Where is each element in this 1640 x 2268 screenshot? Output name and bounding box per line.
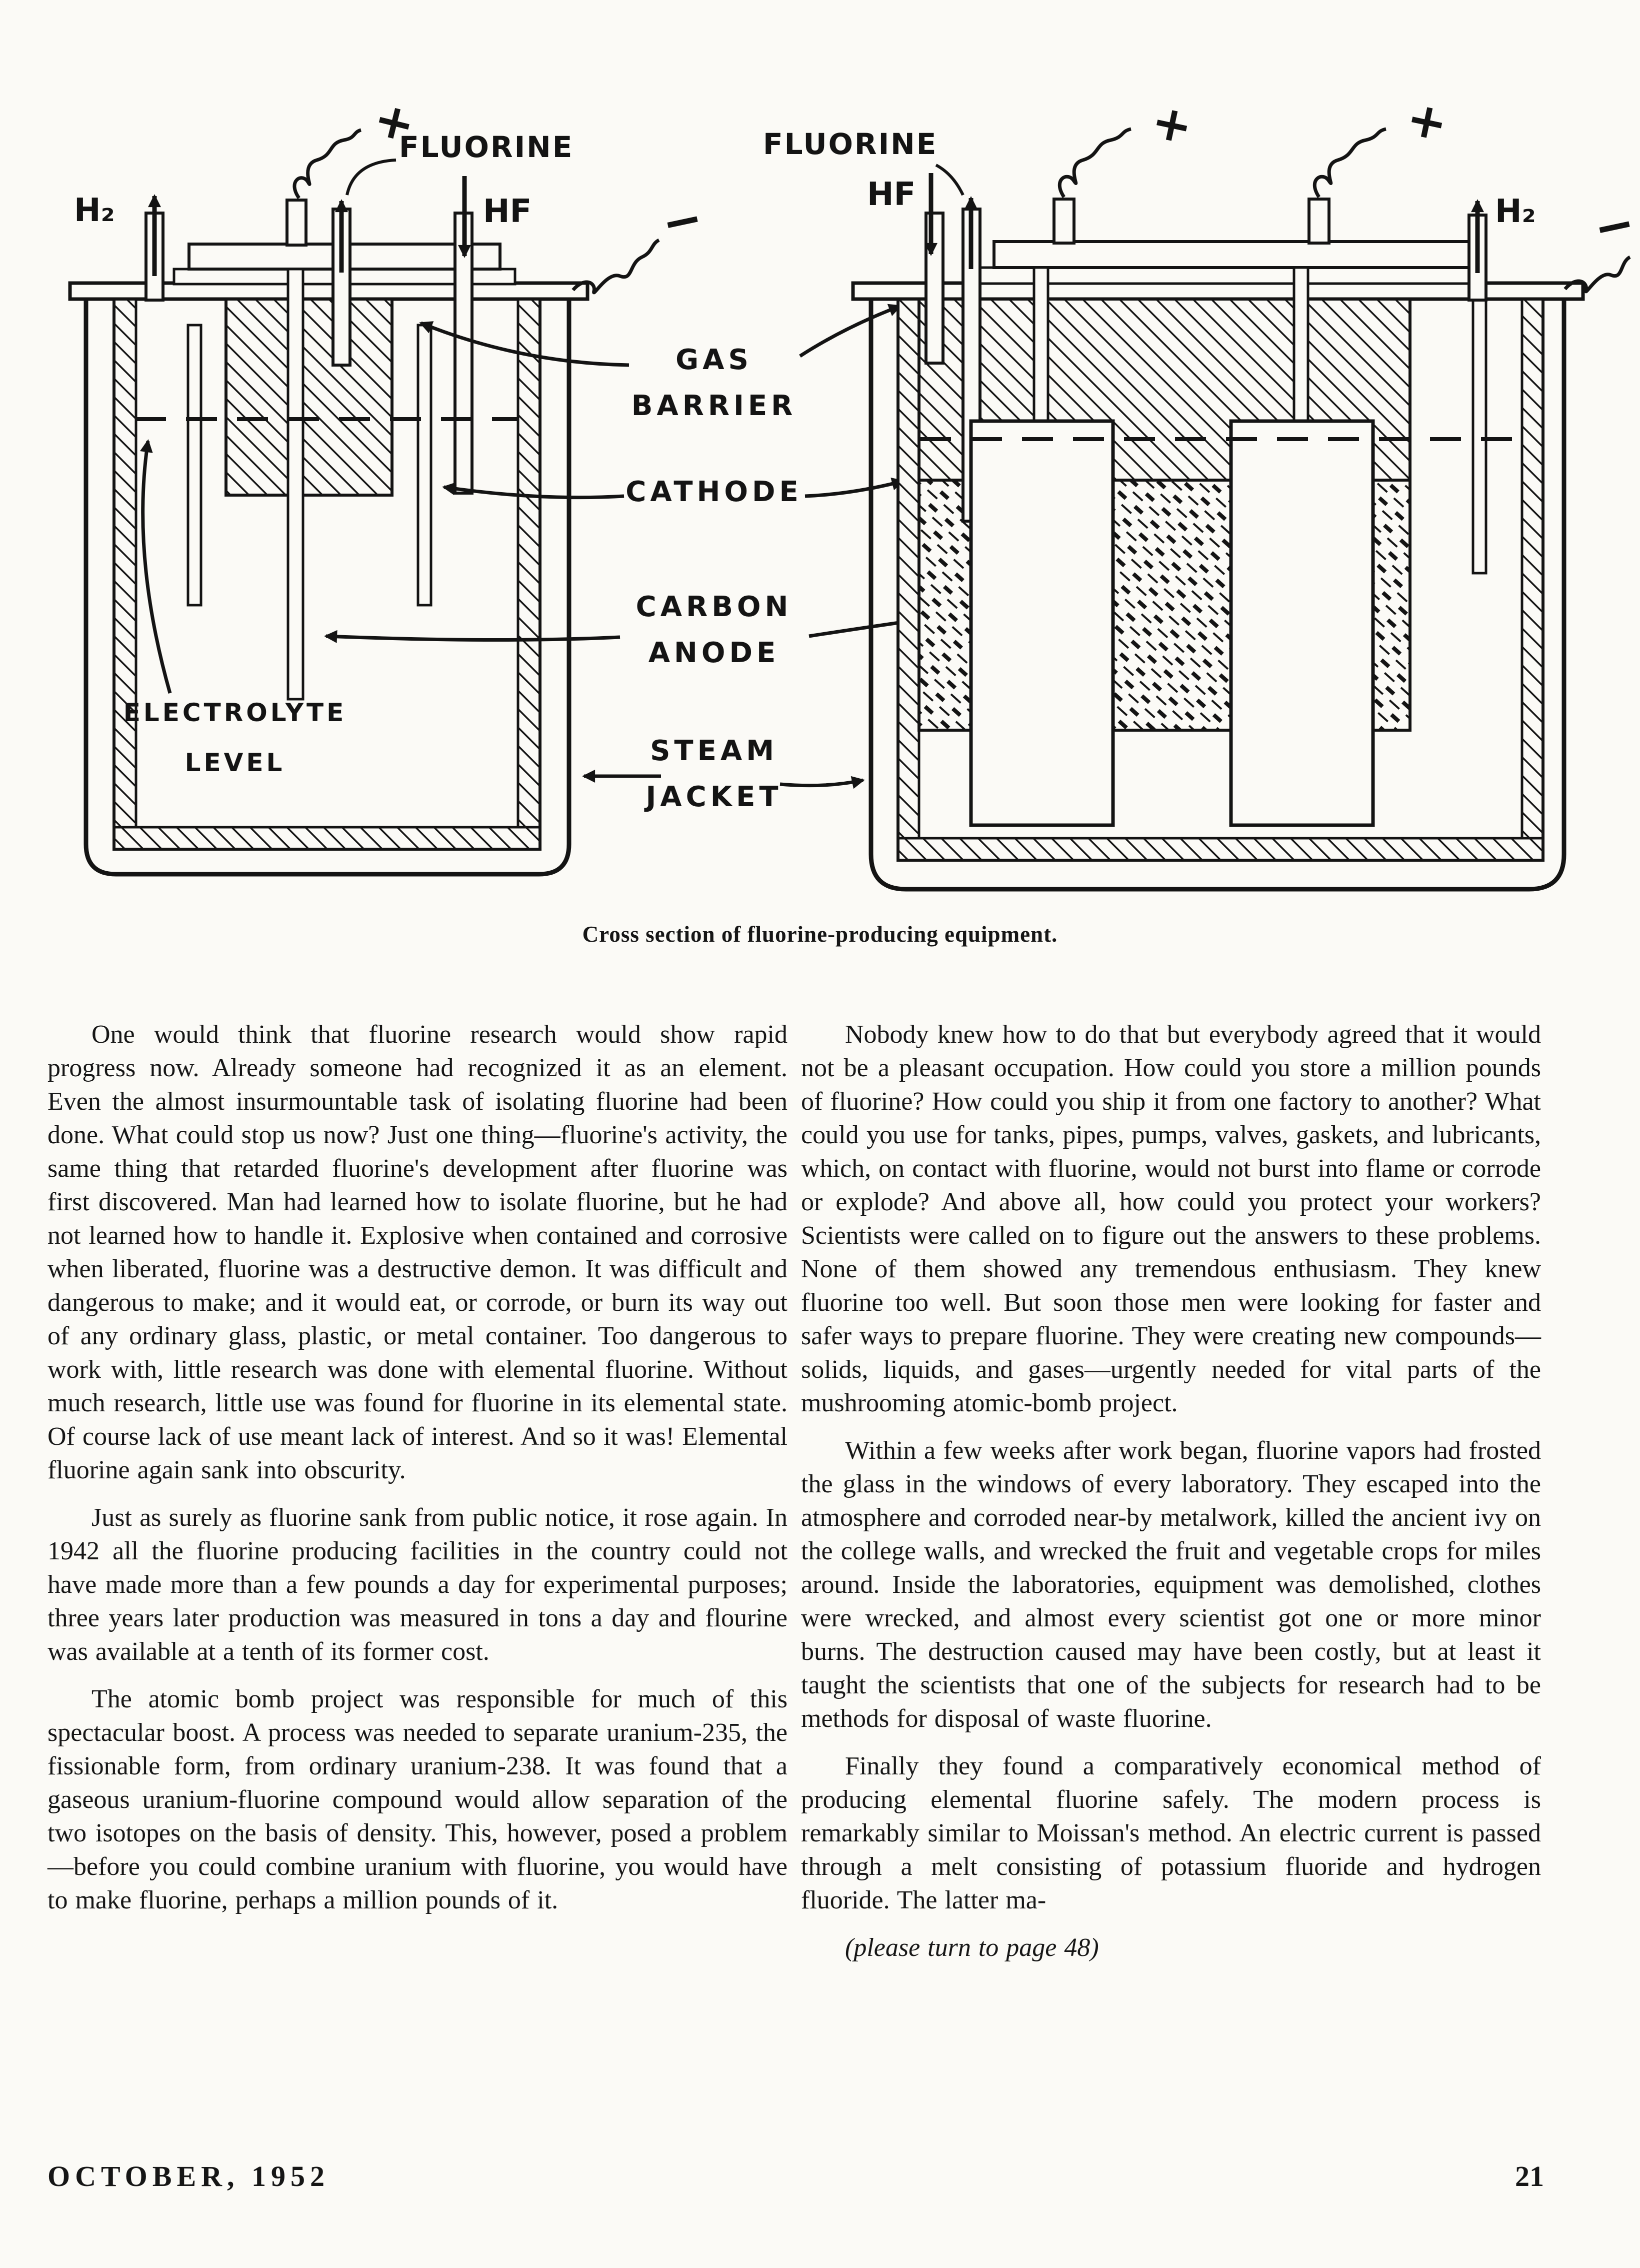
electrolyte-level-label-line2: LEVEL	[184, 748, 286, 777]
left-cell-diagram	[70, 130, 659, 874]
figure-caption: Cross section of fluorine-producing equipment.	[582, 922, 1058, 947]
left-column	[48, 1018, 788, 1931]
page-number: 21	[1515, 2160, 1544, 2192]
hf-label-right: HF	[867, 176, 916, 213]
issue-date: OCTOBER, 1952	[48, 2160, 330, 2192]
left-wall-hatch-right	[518, 299, 540, 849]
left-wall-hatch-left	[114, 299, 136, 849]
continuation-note: (please turn to page 48)	[845, 1933, 1099, 1962]
fluorine-label-left: FLUORINE	[399, 130, 574, 164]
right-cover-plate	[979, 268, 1485, 284]
plus-terminal-left: +	[368, 90, 421, 154]
right-plus-coil-wire-1	[1060, 129, 1131, 197]
right-wall-hatch-left	[898, 299, 919, 860]
steam-jacket-leader-right	[780, 780, 863, 786]
left-wall-hatch-bottom	[114, 827, 540, 849]
body-paragraph: Within a few weeks after work began, fluorine vapors had frosted the glass in the windows of every laboratory. They escaped into the atmosphere and corroded near-by metalwork, killed the ancient ivy on the college walls, and wrecked the fruit and vegetable crops for miles around. Inside the laboratories, equipment was demolished, clothes were wrecked, and almost every scientist got one or more minor burns. The destruction caused may have been costly, but at least it taught the scientists that one of the subjects for research had to be methods for disposal of waste fluorine.	[801, 1436, 1541, 1733]
electrolyte-level-label-line1: ELECTROLYTE	[123, 698, 347, 727]
right-anode-terminal-post-1	[1054, 199, 1074, 243]
right-wall-hatch-bottom	[898, 838, 1543, 860]
left-rod-a	[188, 325, 201, 605]
carbon-anode-label-line1: CARBON	[636, 591, 792, 623]
right-hf-inlet-tube	[926, 213, 943, 363]
h2-label-right: H₂	[1495, 193, 1536, 230]
right-anode-terminal-post-2	[1309, 199, 1329, 243]
fluorine-label-right: FLUORINE	[763, 127, 938, 161]
carbon-anode-label-line2: ANODE	[648, 637, 780, 669]
right-column	[801, 1018, 1541, 1978]
right-cell-diagram	[853, 129, 1630, 889]
plus-terminal-right-2: +	[1402, 89, 1453, 153]
body-paragraph: The atomic bomb project was responsible for much of this spectacular boost. A process was needed to separate uranium-235, the fissionable form, from ordinary uranium-238. It was found that a gaseous uranium-fluorine compound would allow separation of the two isotopes on the basis of density. This, however, posed a problem—before you could combine uranium with fluorine, you would have to make fluorine, perhaps a million pounds of it.	[48, 1685, 788, 1914]
minus-terminal-left: −	[656, 189, 708, 253]
right-wall-hatch-right	[1522, 299, 1543, 860]
right-anode-support-rod-2	[1294, 268, 1308, 428]
plus-terminal-right-1: +	[1146, 92, 1198, 156]
left-anode-terminal-post	[287, 200, 306, 245]
body-paragraph: Finally they found a comparatively economical method of producing elemental fluorine safely. The modern process is remarkably similar to Moissan's method. An electric current is passed through a melt consisting of potassium fluoride and hydrogen fluoride. The latter ma-	[801, 1752, 1541, 1914]
h2-label-left: H₂	[74, 192, 115, 229]
left-fluorine-leader	[347, 160, 396, 195]
right-carbon-anode-block-1	[971, 421, 1113, 825]
cathode-leader-right	[805, 481, 903, 496]
body-paragraph: Nobody knew how to do that but everybody agreed that it would not be a pleasant occupation. How could you store a million pounds of fluorine? How could you ship it from one factory to another? What could you use for tanks, pipes, pumps, valves, gaskets, and lubricants, which, on contact with fluorine, would not burst into flame or corrode or explode? And above all, how could you protect your workers? Scientists were called on to figure out the answers to these problems. None of them showed any tremendous enthusiasm. They knew fluorine too well. But soon those men were looking for faster and safer ways to prepare fluorine. They were creating new compounds—solids, liquids, and gases—urgently needed for vital parts of the mushrooming atomic-bomb project.	[801, 1020, 1541, 1417]
right-plus-coil-wire-2	[1314, 129, 1386, 197]
steam-jacket-label-line2: JACKET	[646, 781, 782, 813]
right-carbon-anode-block-2	[1231, 421, 1373, 825]
left-electrolyte-level-pointer	[143, 441, 170, 693]
right-top-plate	[994, 242, 1470, 268]
hf-label-left: HF	[483, 193, 532, 230]
left-rod-b	[418, 325, 431, 605]
right-anode-support-rod-1	[1034, 268, 1048, 428]
gas-barrier-label-line1: GAS	[676, 344, 752, 376]
gas-barrier-label-line2: BARRIER	[631, 390, 797, 422]
left-plus-coil-wire	[294, 130, 361, 198]
right-cathode-rod	[1473, 299, 1486, 573]
steam-jacket-label-line1: STEAM	[650, 735, 778, 767]
right-fluorine-leader	[936, 165, 963, 195]
fluorine-cell-diagram	[0, 45, 1640, 915]
body-paragraph: Just as surely as fluorine sank from public notice, it rose again. In 1942 all the fluorine producing facilities in the country could not have made more than a few pounds a day for experimental purposes; three years later production was measured in tons a day and flourine was available at a tenth of its former cost.	[48, 1503, 788, 1666]
gas-barrier-leader-right	[800, 306, 900, 356]
cathode-label: CATHODE	[626, 476, 802, 508]
body-paragraph: One would think that fluorine research would show rapid progress now. Already someone had recognized it as an element. Even the almost insurmountable task of isolating fluorine had been done. What could stop us now? Just one thing—fluorine's activity, the same thing that retarded fluorine's development after fluorine was first discovered. Man had learned how to isolate fluorine, but he had not learned how to handle it. Explosive when contained and corrosive when liberated, fluorine was a destructive demon. It was difficult and dangerous to make; and it would eat, or corrode, or burn its way out of any ordinary glass, plastic, or metal container. Too dangerous to work with, little research was done with elemental fluorine. Without much research, little use was found for fluorine in its elemental state. Of course lack of use meant lack of interest. And so it was! Elemental fluorine again sank into obscurity.	[48, 1020, 788, 1484]
minus-terminal-right: −	[1588, 194, 1640, 258]
left-carbon-anode-rod	[288, 269, 303, 699]
left-gas-barrier	[226, 299, 392, 495]
carbon-anode-leader-left	[326, 636, 620, 640]
